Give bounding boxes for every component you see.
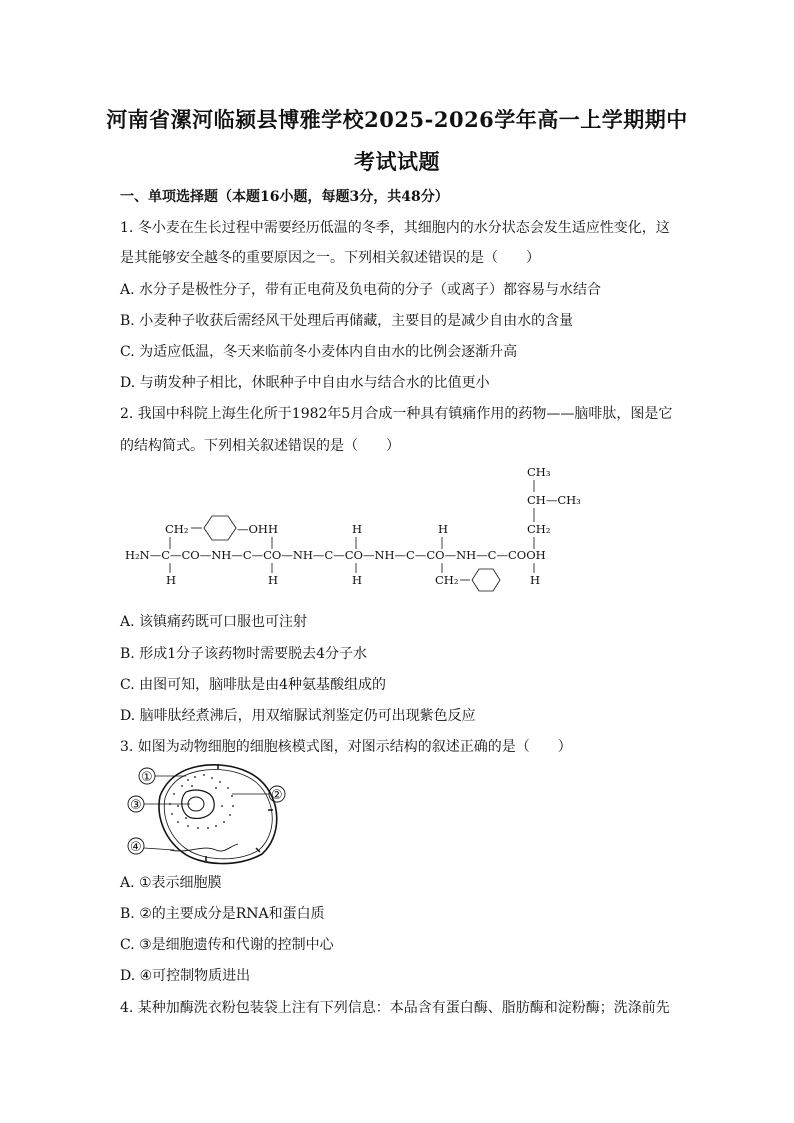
- formula-ch3-top: CH₃: [527, 465, 551, 479]
- label-2: ②: [271, 788, 283, 803]
- nuclear-envelope: [159, 765, 277, 864]
- q1-option-b: B. 小麦种子收获后需经风干处理后再储藏，主要目的是减少自由水的含量: [120, 313, 574, 329]
- q1-option-c: C. 为适应低温，冬天来临前冬小麦体内自由水的比例会逐渐升高: [120, 344, 518, 360]
- q3-option-d: D. ④可控制物质进出: [120, 968, 251, 984]
- q3-option-a: A. ①表示细胞膜: [120, 875, 222, 891]
- label-1: ①: [141, 770, 153, 785]
- q1-stem-line2: 是其能够安全越冬的重要原因之一。下列相关叙述错误的是（ ）: [120, 250, 540, 266]
- formula-h-top-3: H: [352, 522, 363, 536]
- q2-stem-line1: 2. 我国中科院上海生化所于1982年5月合成一种具有镇痛作用的药物——脑啡肽，图是它: [120, 406, 673, 422]
- q2-option-d: D. 脑啡肽经煮沸后，用双缩脲试剂鉴定仍可出现紫色反应: [120, 708, 476, 724]
- cell-nucleus-diagram: [120, 760, 290, 868]
- formula-h-top-4: H: [438, 522, 449, 536]
- exam-title-line1: 河南省漯河临颍县博雅学校2025-2026学年高一上学期期中: [106, 107, 688, 132]
- formula-ch2-tyr: CH₂: [165, 522, 189, 536]
- formula-ch2-phe: CH₂: [435, 573, 459, 587]
- q2-option-a: A. 该镇痛药既可口服也可注射: [120, 614, 308, 630]
- q1-stem-line1: 1. 冬小麦在生长过程中需要经历低温的冬季，其细胞内的水分状态会发生适应性变化，这: [120, 220, 670, 236]
- formula-h-top-2: H: [268, 522, 279, 536]
- phe-benzene-ring: [472, 569, 500, 591]
- section-heading: 一、单项选择题（本题16小题，每题3分，共48分）: [120, 189, 449, 205]
- tyr-benzene-ring: [204, 516, 236, 540]
- formula-ch2-leu: CH₂: [527, 522, 551, 536]
- q4-stem-line1: 4. 某种加酶洗衣粉包装袋上注有下列信息：本品含有蛋白酶、脂肪酶和淀粉酶；洗涤前先: [120, 1000, 670, 1016]
- q1-option-a: A. 水分子是极性分子，带有正电荷及负电荷的分子（或离子）都容易与水结合: [120, 282, 602, 298]
- exam-title-line2: 考试试题: [354, 149, 440, 174]
- formula-oh: —OH: [237, 522, 268, 536]
- formula-h-bottom-1: H: [166, 573, 177, 587]
- formula-ch-ch3: CH—CH₃: [527, 493, 581, 507]
- q2-option-b: B. 形成1分子该药物时需要脱去4分子水: [120, 646, 368, 662]
- q3-stem: 3. 如图为动物细胞的细胞核模式图，对图示结构的叙述正确的是（ ）: [120, 739, 572, 755]
- q3-option-b: B. ②的主要成分是RNA和蛋白质: [120, 906, 325, 922]
- formula-main-chain: H₂N—C—CO—NH—C—CO—NH—C—CO—NH—C—CO—NH—C—COOH: [125, 548, 546, 562]
- label-3: ③: [130, 798, 142, 813]
- formula-h-bottom-2: H: [268, 573, 279, 587]
- formula-h-bottom-5: H: [530, 573, 541, 587]
- q2-option-c: C. 由图可知，脑啡肽是由4种氨基酸组成的: [120, 677, 387, 693]
- enkephalin-structure-formula: [120, 462, 600, 597]
- formula-h-bottom-3: H: [352, 573, 363, 587]
- q2-stem-line2: 的结构简式。下列相关叙述错误的是（ ）: [120, 438, 400, 454]
- label-4: ④: [130, 840, 142, 855]
- q3-option-c: C. ③是细胞遗传和代谢的控制中心: [120, 937, 334, 953]
- q1-option-d: D. 与萌发种子相比，休眠种子中自由水与结合水的比值更小: [120, 375, 490, 391]
